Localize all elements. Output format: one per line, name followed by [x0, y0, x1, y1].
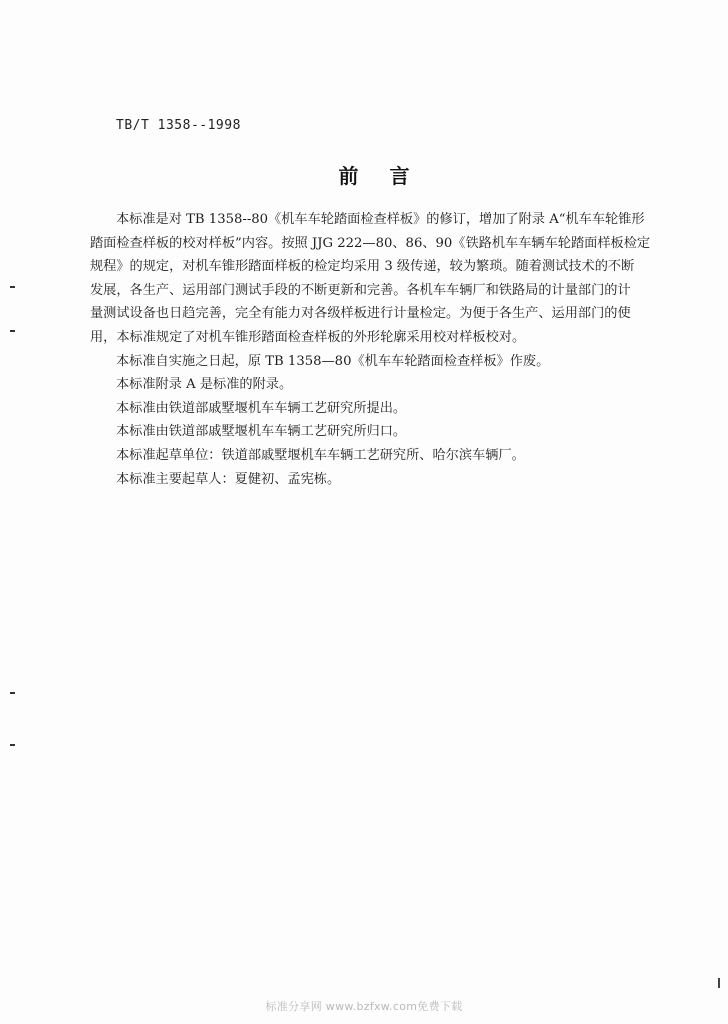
footer-watermark: 标准分享网 www.bzfxw.com免费下载: [265, 1000, 463, 1013]
paragraph-line: 本标准附录 A 是标准的附录。: [116, 377, 293, 393]
paragraph-line: 本标准主要起草人：夏健初、孟宪栋。: [116, 471, 341, 487]
foreword-paragraph-7: [116, 468, 686, 492]
paragraph-line: 量测试设备也日趋完善，完全有能力对各级样板进行计量检定。为便于各生产、运用部门的使: [90, 306, 631, 322]
paragraph-line: 本标准是对 TB 1358--80《机车车轮踏面检查样板》的修订，增加了附录 A“机车车轮锥形: [116, 212, 645, 227]
scan-speck: [10, 692, 15, 694]
paragraph-line: 踏面检查样板的校对样板”内容。按照 JJG 222—80、86、90《铁路机车车辆车轮踏面样板检定: [90, 235, 651, 251]
paragraph-line: 本标准由铁道部戚墅堰机车车辆工艺研究所归口。: [116, 424, 407, 440]
scan-edge-mark: [718, 978, 720, 988]
paragraph-line: 发展，各生产、运用部门测试手段的不断更新和完善。各机车车辆厂和铁路局的计量部门的计: [90, 282, 631, 298]
document-code: TB/T 1358--1998: [116, 118, 241, 133]
foreword-paragraph-3: [116, 373, 686, 397]
foreword-paragraph-2: [116, 350, 686, 374]
scan-speck: [10, 286, 15, 288]
foreword-paragraph-5: [116, 420, 686, 444]
foreword-paragraph-6: [116, 444, 686, 468]
foreword-paragraph-4: [116, 397, 686, 421]
paragraph-line: 规程》的规定，对机车锥形踏面样板的检定均采用 3 级传递，较为繁琐。随着测试技术的不断: [90, 259, 635, 275]
paragraph-line: 本标准自实施之日起，原 TB 1358—80《机车车轮踏面检查样板》作废。: [116, 353, 550, 369]
scan-speck: [10, 330, 15, 332]
paragraph-line: 本标准由铁道部戚墅堰机车车辆工艺研究所提出。: [116, 400, 407, 416]
section-title: 前 言: [338, 164, 422, 188]
foreword-paragraph-1: [90, 208, 686, 350]
paragraph-line: 用，本标准规定了对机车锥形踏面检查样板的外形轮廓采用校对样板校对。: [90, 329, 526, 345]
paragraph-line: 本标准起草单位：铁道部戚墅堰机车车辆工艺研究所、哈尔滨车辆厂。: [116, 447, 525, 463]
scan-speck: [10, 744, 15, 746]
foreword-body: [90, 208, 686, 491]
